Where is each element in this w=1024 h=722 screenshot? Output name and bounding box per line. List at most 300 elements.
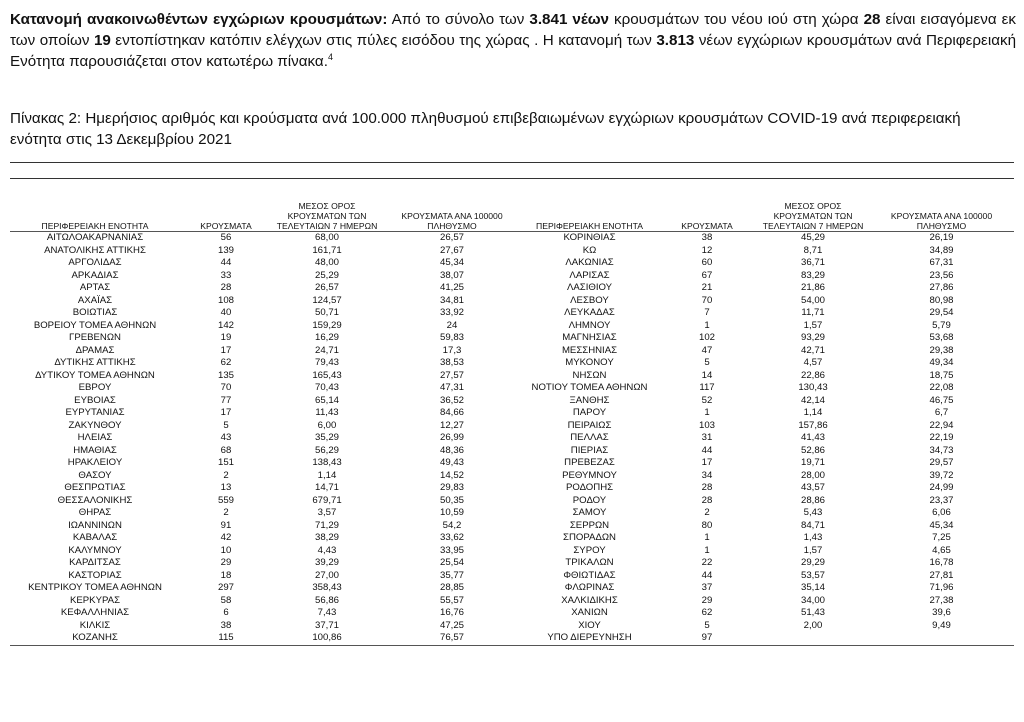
per100k-cell: 46,75 <box>929 394 954 406</box>
rule-second <box>10 178 1014 179</box>
region-cell: ΑΡΓΟΛΙΔΑΣ <box>68 257 122 268</box>
cases-cell: 38 <box>220 619 232 631</box>
cases-cell: 2 <box>223 507 229 518</box>
per100k-cell: 55,57 <box>439 594 464 606</box>
region-cell: ΝΗΣΩΝ <box>572 369 607 381</box>
avg7-cell: 43,57 <box>800 482 825 493</box>
per100k-cell: 47,25 <box>439 619 464 631</box>
region-cell: ΡΕΘΥΜΝΟΥ <box>562 469 617 481</box>
region-cell: ΘΕΣΣΑΛΟΝΙΚΗΣ <box>57 494 133 506</box>
cases-cell: 13 <box>220 482 232 493</box>
per100k-cell: 10,59 <box>439 507 464 518</box>
avg7-cell: 27,00 <box>314 569 339 581</box>
avg7-cell: 358,43 <box>312 582 342 593</box>
avg7-cell: 52,86 <box>800 444 825 456</box>
avg7-cell: 65,14 <box>314 394 339 406</box>
region-cell: ΘΗΡΑΣ <box>78 507 112 518</box>
avg7-cell: 68,00 <box>314 232 339 243</box>
table-row <box>10 257 1014 270</box>
region-cell: ΣΑΜΟΥ <box>572 507 607 518</box>
region-cell: ΦΘΙΩΤΙΔΑΣ <box>563 569 616 581</box>
per100k-cell: 76,57 <box>382 632 522 645</box>
region-cell: ΗΜΑΘΙΑΣ <box>73 444 117 456</box>
avg7-cell: 45,29 <box>800 232 825 243</box>
per100k-cell: 18,75 <box>929 369 954 381</box>
avg7-cell: 71,29 <box>314 519 339 531</box>
avg7-cell <box>757 632 869 645</box>
avg7-cell: 11,43 <box>315 407 339 418</box>
avg7-cell: 25,29 <box>314 269 339 281</box>
avg7-cell: 79,43 <box>314 357 339 368</box>
per100k-cell <box>869 632 1014 645</box>
avg7-cell: 83,29 <box>800 269 825 281</box>
per100k-cell: 39,72 <box>929 469 954 481</box>
region-cell: ΛΕΣΒΟΥ <box>570 294 609 306</box>
per100k-cell: 27,67 <box>439 244 464 256</box>
cases-table <box>10 193 1014 646</box>
avg7-cell: 41,43 <box>800 432 825 443</box>
avg7-cell: 35,14 <box>800 582 825 593</box>
per100k-cell: 48,36 <box>439 444 464 456</box>
region-cell: ΚΑΒΑΛΑΣ <box>72 532 118 543</box>
table-row <box>10 470 1014 483</box>
avg7-cell: 1,14 <box>317 469 337 481</box>
cases-cell: 44 <box>220 257 232 268</box>
per100k-cell: 5,79 <box>932 319 951 331</box>
region-cell: ΠΙΕΡΙΑΣ <box>570 444 609 456</box>
per100k-cell: 34,81 <box>439 294 464 306</box>
avg7-cell: 1,57 <box>803 319 823 331</box>
header-region: ΠΕΡΙΦΕΡΕΙΑΚΗ ΕΝΟΤΗΤΑ <box>522 193 657 232</box>
avg7-cell: 165,43 <box>312 369 342 381</box>
header-avg7: ΜΕΣΟΣ ΟΡΟΣ ΚΡΟΥΣΜΑΤΩΝ ΤΩΝ ΤΕΛΕΥΤΑΙΩΝ 7 ΗΜΕΡΩΝ <box>272 193 382 232</box>
region-cell: ΔΥΤΙΚΗΣ ΑΤΤΙΚΗΣ <box>54 357 136 368</box>
region-cell: ΡΟΔΟΠΗΣ <box>565 482 614 493</box>
per100k-cell: 7,25 <box>932 532 951 543</box>
region-cell: ΜΕΣΣΗΝΙΑΣ <box>561 344 618 356</box>
cases-cell: 28 <box>701 494 713 506</box>
region-cell: ΛΑΚΩΝΙΑΣ <box>565 257 614 268</box>
region-cell: ΑΡΚΑΔΙΑΣ <box>71 269 119 281</box>
per100k-cell: 27,81 <box>929 569 954 581</box>
avg7-cell: 34,00 <box>800 594 825 606</box>
table-caption: Πίνακας 2: Ημερήσιος αριθμός και κρούσματα ανά 100.000 πληθυσμού επιβεβαιωμένων εγχώριων κρουσμάτων COVID-19 ανά περιφερειακή ενότητα στις 13 Δεκεμβρίου 2021 <box>10 110 961 148</box>
avg7-cell: 36,71 <box>800 257 825 268</box>
cases-cell: 135 <box>217 369 234 381</box>
table-header-row <box>10 193 1014 232</box>
cases-cell: 97 <box>657 632 757 645</box>
per100k-cell: 22,19 <box>929 432 954 443</box>
region-cell: ΞΑΝΘΗΣ <box>569 394 610 406</box>
cases-cell: 34 <box>701 469 713 481</box>
per100k-cell: 49,43 <box>439 457 464 468</box>
per100k-cell: 50,35 <box>439 494 464 506</box>
region-cell: ΚΩ <box>582 244 597 256</box>
cases-cell: 38 <box>701 232 713 243</box>
cases-cell: 2 <box>223 469 229 481</box>
per100k-cell: 33,95 <box>439 544 464 556</box>
per100k-cell: 26,57 <box>439 232 464 243</box>
region-cell: ΔΡΑΜΑΣ <box>75 344 115 356</box>
per100k-cell: 25,54 <box>439 557 464 568</box>
avg7-cell: 138,43 <box>312 457 342 468</box>
cases-cell: 56 <box>220 232 232 243</box>
avg7-cell: 2,00 <box>803 619 823 631</box>
per100k-cell: 22,94 <box>929 419 954 431</box>
cases-cell: 14 <box>701 369 713 381</box>
cases-cell: 6 <box>223 607 229 618</box>
avg7-cell: 39,29 <box>314 557 339 568</box>
avg7-cell: 93,29 <box>800 332 825 343</box>
avg7-cell: 56,86 <box>314 594 339 606</box>
region-cell: ΧΙΟΥ <box>578 619 601 631</box>
cases-cell: 17 <box>220 344 232 356</box>
region-cell: ΝΟΤΙΟΥ ΤΟΜΕΑ ΑΘΗΝΩΝ <box>531 382 648 393</box>
avg7-cell: 21,86 <box>800 282 825 293</box>
per100k-cell: 47,31 <box>439 382 464 393</box>
avg7-cell: 124,57 <box>312 294 342 306</box>
rule-top <box>10 162 1014 163</box>
avg7-cell: 8,71 <box>803 244 823 256</box>
cases-cell: 67 <box>701 269 713 281</box>
per100k-cell: 26,99 <box>439 432 464 443</box>
table-row <box>10 557 1014 570</box>
region-cell: ΑΝΑΤΟΛΙΚΗΣ ΑΤΤΙΚΗΣ <box>44 244 146 256</box>
avg7-cell: 679,71 <box>312 494 342 506</box>
table-row <box>10 445 1014 458</box>
region-cell: ΠΑΡΟΥ <box>572 407 607 418</box>
region-cell: ΠΕΛΛΑΣ <box>570 432 609 443</box>
per100k-cell: 6,06 <box>932 507 951 518</box>
per100k-cell: 23,56 <box>929 269 954 281</box>
cases-cell: 47 <box>701 344 713 356</box>
header-per100k: ΚΡΟΥΣΜΑΤΑ ΑΝΑ 100000 ΠΛΗΘΥΣΜΟ <box>382 193 522 232</box>
per100k-cell: 27,57 <box>439 369 464 381</box>
avg7-cell: 19,71 <box>800 457 825 468</box>
cases-cell: 42 <box>220 532 232 543</box>
per100k-cell: 29,57 <box>929 457 954 468</box>
region-cell: ΚΙΛΚΙΣ <box>79 619 111 631</box>
cases-cell: 1 <box>704 544 710 556</box>
per100k-cell: 24,99 <box>929 482 954 493</box>
avg7-cell: 42,14 <box>800 394 825 406</box>
avg7-cell: 37,71 <box>314 619 339 631</box>
region-cell: ΑΡΤΑΣ <box>79 282 111 293</box>
per100k-cell: 39,6 <box>932 607 951 618</box>
header-region: ΠΕΡΙΦΕΡΕΙΑΚΗ ΕΝΟΤΗΤΑ <box>10 193 180 232</box>
cases-cell: 80 <box>701 519 713 531</box>
avg7-cell: 48,00 <box>314 257 339 268</box>
per100k-cell: 24 <box>446 319 458 331</box>
header-cases: ΚΡΟΥΣΜΑΤΑ <box>657 193 757 232</box>
cases-cell: 17 <box>220 407 232 418</box>
per100k-cell: 54,2 <box>442 519 462 531</box>
region-cell: ΓΡΕΒΕΝΩΝ <box>69 332 121 343</box>
region-cell: ΚΕΝΤΡΙΚΟΥ ΤΟΜΕΑ ΑΘΗΝΩΝ <box>28 582 162 593</box>
table-row <box>10 420 1014 433</box>
cases-cell: 77 <box>220 394 232 406</box>
per100k-cell: 49,34 <box>929 357 954 368</box>
cases-cell: 70 <box>701 294 713 306</box>
cases-cell: 297 <box>217 582 234 593</box>
cases-cell: 29 <box>220 557 232 568</box>
per100k-cell: 33,62 <box>439 532 464 543</box>
per100k-cell: 33,92 <box>439 307 464 318</box>
per100k-cell: 29,83 <box>439 482 464 493</box>
cases-cell: 5 <box>704 357 710 368</box>
region-cell: ΗΛΕΙΑΣ <box>77 432 113 443</box>
avg7-cell: 16,29 <box>314 332 339 343</box>
table-row <box>10 532 1014 545</box>
avg7-cell: 26,57 <box>314 282 339 293</box>
table-row <box>10 357 1014 370</box>
cases-cell: 62 <box>220 357 232 368</box>
cases-cell: 37 <box>701 582 713 593</box>
avg7-cell: 51,43 <box>800 607 825 618</box>
cases-cell: 31 <box>701 432 713 443</box>
avg7-cell: 6,00 <box>317 419 337 431</box>
region-cell: ΚΕΦΑΛΛΗΝΙΑΣ <box>60 607 130 618</box>
intro-paragraph: Κατανομή ανακοινωθέντων εγχώριων κρουσμάτων: Από το σύνολο των 3.841 νέων κρουσμάτων του νέου ιού στη χώρα 28 είναι εισαγόμενα εκ των οποίων 19 εντοπίστηκαν κατόπιν ελέγχων στις πύλες εισόδου της χώρας . Η κατανομή των 3.813 νέων εγχώριων κρουσμάτων ανά Περιφερειακή Ενότητα παρουσιάζεται στον κατωτέρω πίνακα.$^4$ <box>10 11 1017 70</box>
per100k-cell: 80,98 <box>929 294 954 306</box>
cases-cell: 2 <box>704 507 710 518</box>
region-cell: ΚΟΖΑΝΗΣ <box>10 632 180 645</box>
table-row <box>10 520 1014 533</box>
table-row <box>10 407 1014 420</box>
region-cell: ΕΒΡΟΥ <box>78 382 112 393</box>
per100k-cell: 17,3 <box>442 344 462 356</box>
intro-heading: Κατανομή ανακοινωθέντων εγχώριων κρουσμάτων: <box>10 11 388 28</box>
per100k-cell: 67,31 <box>929 257 954 268</box>
region-cell: ΛΑΣΙΘΙΟΥ <box>566 282 613 293</box>
cases-cell: 33 <box>220 269 232 281</box>
table-row <box>10 320 1014 333</box>
region-cell: ΤΡΙΚΑΛΩΝ <box>565 557 614 568</box>
cases-cell: 1 <box>704 407 710 418</box>
region-cell: ΒΟΡΕΙΟΥ ΤΟΜΕΑ ΑΘΗΝΩΝ <box>33 319 157 331</box>
avg7-cell: 161,71 <box>312 244 342 256</box>
per100k-cell: 71,96 <box>929 582 954 593</box>
per100k-cell: 14,52 <box>439 469 464 481</box>
avg7-cell: 7,43 <box>317 607 337 618</box>
region-cell: ΖΑΚΥΝΘΟΥ <box>68 419 122 431</box>
table-row <box>10 582 1014 595</box>
region-cell: ΠΕΙΡΑΙΩΣ <box>567 419 612 431</box>
avg7-cell: 130,43 <box>798 382 828 393</box>
cases-cell: 5 <box>704 619 710 631</box>
per100k-cell: 38,07 <box>439 269 464 281</box>
table-row <box>10 495 1014 508</box>
cases-cell: 28 <box>220 282 232 293</box>
cases-cell: 12 <box>701 244 713 256</box>
avg7-cell: 100,86 <box>272 632 382 645</box>
region-cell: ΥΠΟ ΔΙΕΡΕΥΝΗΣΗ <box>522 632 657 645</box>
table-body <box>10 232 1014 646</box>
cases-cell: 70 <box>220 382 232 393</box>
region-cell: ΗΡΑΚΛΕΙΟΥ <box>67 457 123 468</box>
table-row <box>10 545 1014 558</box>
table-row <box>10 270 1014 283</box>
per100k-cell: 38,53 <box>439 357 464 368</box>
avg7-cell: 54,00 <box>800 294 825 306</box>
table-row <box>10 245 1014 258</box>
total-new-cases: 3.841 νέων <box>529 11 609 28</box>
avg7-cell: 14,71 <box>314 482 339 493</box>
region-cell: ΚΑΡΔΙΤΣΑΣ <box>69 557 121 568</box>
cases-cell: 40 <box>220 307 232 318</box>
table-row <box>10 282 1014 295</box>
table-row <box>10 295 1014 308</box>
per100k-cell: 34,89 <box>929 244 954 256</box>
table-row <box>10 382 1014 395</box>
table-row <box>10 395 1014 408</box>
table-row <box>10 345 1014 358</box>
region-cell: ΑΧΑΪΑΣ <box>77 294 113 306</box>
avg7-cell: 29,29 <box>800 557 825 568</box>
avg7-cell: 3,57 <box>317 507 337 518</box>
table-row <box>10 607 1014 620</box>
per100k-cell: 41,25 <box>439 282 464 293</box>
cases-cell: 60 <box>701 257 713 268</box>
region-cell: ΛΕΥΚΑΔΑΣ <box>564 307 615 318</box>
cases-cell: 44 <box>701 444 713 456</box>
table-row <box>10 370 1014 383</box>
cases-cell: 58 <box>220 594 232 606</box>
cases-cell: 28 <box>701 482 713 493</box>
table-row <box>10 307 1014 320</box>
cases-cell: 108 <box>217 294 234 306</box>
avg7-cell: 70,43 <box>314 382 339 393</box>
table-row <box>10 432 1014 445</box>
avg7-cell: 1,14 <box>803 407 823 418</box>
region-cell: ΘΕΣΠΡΩΤΙΑΣ <box>64 482 126 493</box>
cases-cell: 19 <box>220 332 232 343</box>
region-cell: ΚΑΛΥΜΝΟΥ <box>68 544 122 556</box>
cases-cell: 62 <box>701 607 713 618</box>
region-cell: ΘΑΣΟΥ <box>78 469 112 481</box>
per100k-cell: 84,66 <box>439 407 464 418</box>
cases-cell: 17 <box>701 457 713 468</box>
table-row <box>10 507 1014 520</box>
per100k-cell: 29,38 <box>929 344 954 356</box>
per100k-cell: 45,34 <box>439 257 464 268</box>
avg7-cell: 24,71 <box>314 344 339 356</box>
region-cell: ΛΗΜΝΟΥ <box>568 319 611 331</box>
cases-cell: 1 <box>704 532 710 543</box>
header-avg7: ΜΕΣΟΣ ΟΡΟΣ ΚΡΟΥΣΜΑΤΩΝ ΤΩΝ ΤΕΛΕΥΤΑΙΩΝ 7 ΗΜΕΡΩΝ <box>757 193 869 232</box>
cases-cell: 5 <box>223 419 229 431</box>
region-cell: ΒΟΙΩΤΙΑΣ <box>72 307 118 318</box>
table-row <box>10 632 1014 645</box>
per100k-cell: 23,37 <box>929 494 954 506</box>
region-cell: ΚΑΣΤΟΡΙΑΣ <box>68 569 122 581</box>
region-cell: ΧΑΝΙΩΝ <box>571 607 608 618</box>
avg7-cell: 1,43 <box>803 532 823 543</box>
avg7-cell: 35,29 <box>314 432 339 443</box>
cases-cell: 91 <box>220 519 232 531</box>
per100k-cell: 12,27 <box>439 419 464 431</box>
per100k-cell: 27,38 <box>929 594 954 606</box>
region-cell: ΕΥΡΥΤΑΝΙΑΣ <box>65 407 125 418</box>
avg7-cell: 11,71 <box>801 307 825 318</box>
region-cell: ΚΟΡΙΝΘΙΑΣ <box>563 232 616 243</box>
table-row <box>10 232 1014 245</box>
cases-cell: 43 <box>220 432 232 443</box>
avg7-cell: 4,43 <box>317 544 337 556</box>
avg7-cell: 28,00 <box>800 469 825 481</box>
region-cell: ΔΥΤΙΚΟΥ ΤΟΜΕΑ ΑΘΗΝΩΝ <box>35 369 155 381</box>
table-row <box>10 620 1014 633</box>
header-per100k: ΚΡΟΥΣΜΑΤΑ ΑΝΑ 100000 ΠΛΗΘΥΣΜΟ <box>869 193 1014 232</box>
cases-cell: 52 <box>701 394 713 406</box>
cases-cell: 142 <box>217 319 234 331</box>
per100k-cell: 16,78 <box>929 557 954 568</box>
cases-cell: 10 <box>220 544 232 556</box>
per100k-cell: 45,34 <box>929 519 954 531</box>
avg7-cell: 84,71 <box>800 519 825 531</box>
region-cell: ΣΥΡΟΥ <box>573 544 606 556</box>
cases-cell: 7 <box>704 307 710 318</box>
per100k-cell: 59,83 <box>439 332 464 343</box>
cases-cell: 68 <box>220 444 232 456</box>
cases-cell: 22 <box>701 557 713 568</box>
region-cell: ΛΑΡΙΣΑΣ <box>569 269 610 281</box>
per100k-cell: 29,54 <box>929 307 954 318</box>
per100k-cell: 4,65 <box>932 544 951 556</box>
region-cell: ΦΛΩΡΙΝΑΣ <box>564 582 615 593</box>
cases-cell: 117 <box>699 382 715 393</box>
avg7-cell: 56,29 <box>314 444 339 456</box>
footnote-marker: 4 <box>327 51 333 62</box>
avg7-cell: 4,57 <box>803 357 823 368</box>
cases-cell: 1 <box>704 319 710 331</box>
region-cell: ΙΩΑΝΝΙΝΩΝ <box>68 519 122 531</box>
table-row <box>10 595 1014 608</box>
table-row <box>10 570 1014 583</box>
region-cell: ΡΟΔΟΥ <box>572 494 607 506</box>
avg7-cell: 159,29 <box>312 319 342 331</box>
cases-cell: 151 <box>217 457 234 468</box>
per100k-cell: 9,49 <box>932 619 951 631</box>
region-cell: ΧΑΛΚΙΔΙΚΗΣ <box>561 594 618 606</box>
per100k-cell: 35,77 <box>439 569 464 581</box>
avg7-cell: 38,29 <box>314 532 339 543</box>
per100k-cell: 36,52 <box>439 394 464 406</box>
per100k-cell: 27,86 <box>929 282 954 293</box>
region-cell: ΣΠΟΡΑΔΩΝ <box>563 532 616 543</box>
avg7-cell: 157,86 <box>798 419 828 431</box>
region-cell: ΜΥΚΟΝΟΥ <box>565 357 614 368</box>
cases-cell: 29 <box>701 594 713 606</box>
cases-cell: 139 <box>217 244 234 256</box>
cases-cell: 102 <box>698 332 715 343</box>
avg7-cell: 28,86 <box>800 494 825 506</box>
per100k-cell: 34,73 <box>929 444 954 456</box>
avg7-cell: 53,57 <box>800 569 825 581</box>
per100k-cell: 6,7 <box>934 407 949 418</box>
per100k-cell: 16,76 <box>439 607 464 618</box>
region-cell: ΜΑΓΝΗΣΙΑΣ <box>562 332 617 343</box>
avg7-cell: 42,71 <box>800 344 825 356</box>
region-cell: ΑΙΤΩΛΟΑΚΑΡΝΑΝΙΑΣ <box>46 232 144 243</box>
cases-cell: 115 <box>180 632 272 645</box>
per100k-cell: 26,19 <box>929 232 954 243</box>
avg7-cell: 5,43 <box>803 507 823 518</box>
cases-cell: 559 <box>217 494 234 506</box>
avg7-cell: 22,86 <box>800 369 825 381</box>
table-row <box>10 457 1014 470</box>
table-row <box>10 482 1014 495</box>
